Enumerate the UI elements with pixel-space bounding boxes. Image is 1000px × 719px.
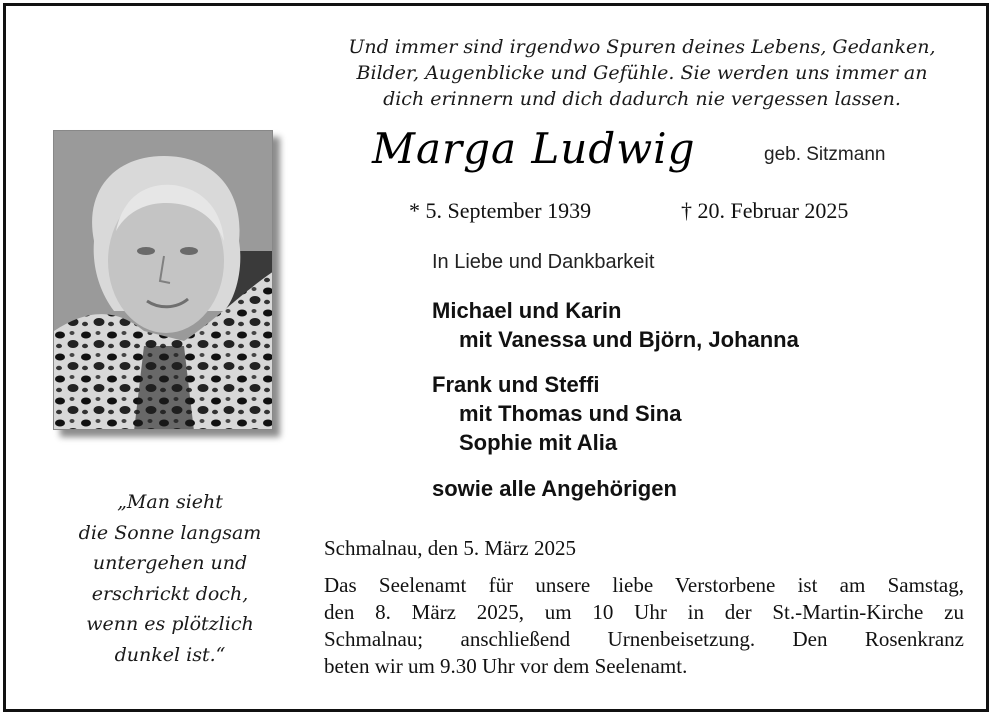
quote-line: untergehen und <box>92 552 248 574</box>
deceased-name-row <box>372 124 932 180</box>
mourner-line: mit Vanessa und Björn, Johanna <box>459 327 799 352</box>
birth-date: * 5. September 1939 <box>409 198 592 223</box>
notice-line: beten wir um 9.30 Uhr vor dem Seelenamt. <box>324 654 688 678</box>
mourners-intro: In Liebe und Dankbarkeit <box>432 251 655 273</box>
poem-line: Und immer sind irgendwo Spuren deines Lebens, Gedanken, <box>348 36 936 58</box>
quote-line: „Man sieht <box>117 491 223 513</box>
mourner-group <box>432 370 681 457</box>
mourner-line: sowie alle Angehörigen <box>432 476 677 501</box>
mourner-group <box>432 296 799 354</box>
quote-line: dunkel ist.“ <box>114 643 226 666</box>
poem-line: Bilder, Augenblicke und Gefühle. Sie werden uns immer an <box>356 62 928 84</box>
service-notice <box>324 572 964 680</box>
quote-line: erschrickt doch, <box>91 582 249 605</box>
mourner-group <box>432 474 677 503</box>
deceased-name: Marga Ludwig <box>372 124 696 173</box>
mourner-line: Michael und Karin <box>432 298 622 323</box>
mourner-line: Sophie mit Alia <box>459 430 618 455</box>
poem-line: dich erinnern und dich dadurch nie vergessen lassen. <box>383 88 901 110</box>
place-and-date: Schmalnau, den 5. März 2025 <box>324 536 576 560</box>
quote-line: die Sonne langsam <box>78 521 262 544</box>
notice-line: Das Seelenamt für unsere liebe Verstorbene ist am Samstag, <box>324 573 964 597</box>
memorial-quote <box>40 487 300 670</box>
mourner-line: mit Thomas und Sina <box>459 401 682 426</box>
notice-line: Schmalnau; anschließend Urnenbeisetzung. Den Rosenkranz <box>324 627 964 651</box>
maiden-name: geb. Sitzmann <box>764 144 886 165</box>
memorial-poem <box>322 34 962 112</box>
quote-line: wenn es plötzlich <box>86 613 254 635</box>
death-date: † 20. Februar 2025 <box>681 198 849 223</box>
portrait-photo <box>53 130 273 430</box>
notice-line: den 8. März 2025, um 10 Uhr in der St.-Martin-Kirche zu <box>324 600 964 624</box>
mourner-line: Frank und Steffi <box>432 372 600 397</box>
